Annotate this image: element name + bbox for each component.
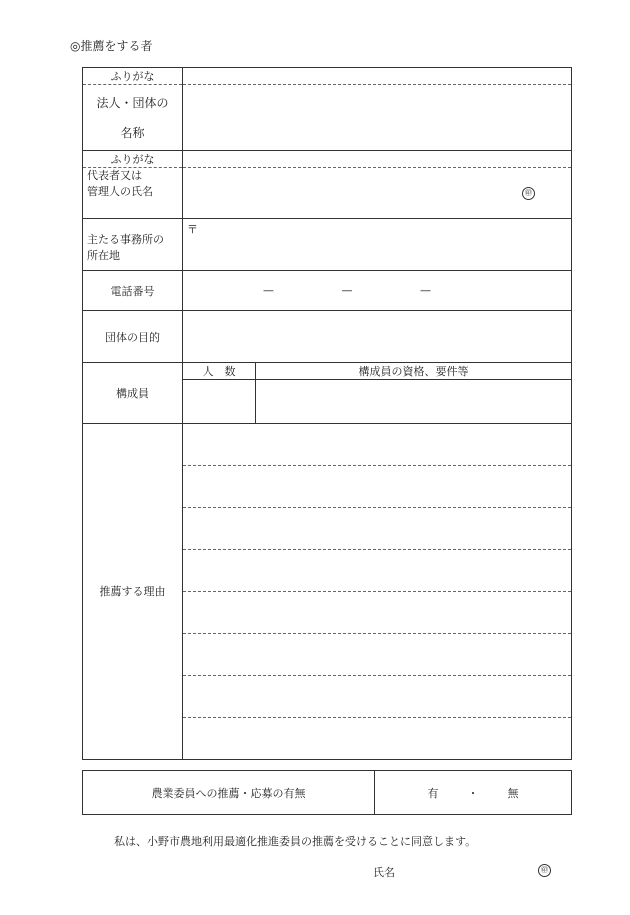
members-qual-field[interactable]	[256, 380, 572, 423]
signature-seal-mark: ㊞	[538, 864, 551, 877]
reason-line[interactable]	[183, 550, 571, 592]
org-name-label-line2: 名称	[120, 125, 145, 140]
seal-mark: ㊞	[522, 187, 535, 200]
consent-statement: 私は、小野市農地利用最適化推進委員の推薦を受けることに同意します。	[114, 835, 477, 848]
members-count-header: 人 数	[183, 363, 256, 380]
choice-yes[interactable]: 有	[427, 786, 439, 800]
recommend-status-choice[interactable]	[375, 771, 572, 815]
rep-furigana-field[interactable]	[183, 151, 572, 168]
reason-line[interactable]	[183, 634, 571, 676]
phone-separator-2: —	[341, 284, 353, 297]
reason-line[interactable]	[183, 718, 571, 759]
reason-line[interactable]	[183, 466, 571, 508]
section-heading: ◎推薦をする者	[70, 39, 153, 53]
office-address-label	[83, 219, 183, 271]
signature-name-label: 氏名	[373, 866, 395, 879]
furigana-label: ふりがな	[83, 68, 183, 85]
phone-separator-3: —	[420, 284, 431, 297]
office-address-field[interactable]	[183, 219, 572, 271]
rep-name-label-line1: 代表者又は	[87, 169, 142, 182]
purpose-label: 団体の目的	[83, 311, 183, 363]
org-name-label	[83, 85, 183, 151]
choice-no[interactable]: 無	[507, 786, 519, 800]
org-name-label-line1: 法人・団体の	[96, 95, 169, 110]
office-label-line1: 主たる事務所の	[87, 232, 164, 246]
reason-field[interactable]	[183, 423, 572, 759]
recommend-status-label: 農業委員への推薦・応募の有無	[83, 771, 375, 815]
org-name-field[interactable]	[183, 85, 572, 151]
org-furigana-field[interactable]	[183, 68, 572, 85]
reason-line[interactable]	[183, 424, 571, 466]
postal-mark: 〒	[187, 223, 198, 236]
phone-label: 電話番号	[83, 271, 183, 311]
rep-name-label	[83, 168, 183, 219]
recommend-status-table	[82, 770, 572, 815]
rep-name-label-line2: 管理人の氏名	[87, 185, 153, 198]
reason-label: 推薦する理由	[83, 423, 183, 759]
rep-name-field[interactable]	[183, 168, 572, 219]
members-inner-table	[183, 363, 571, 423]
purpose-field[interactable]	[183, 311, 572, 363]
recommender-form-table	[82, 67, 572, 760]
members-label: 構成員	[83, 363, 183, 424]
reason-line[interactable]	[183, 592, 571, 634]
members-qual-header: 構成員の資格、要件等	[256, 363, 572, 380]
phone-separator-1: —	[263, 284, 274, 297]
phone-field[interactable]	[183, 271, 572, 311]
choice-separator: ・	[467, 786, 479, 800]
furigana-label-2: ふりがな	[83, 151, 183, 168]
reason-line[interactable]	[183, 676, 571, 718]
reason-line[interactable]	[183, 508, 571, 550]
members-cell	[183, 363, 572, 424]
office-label-line2: 所在地	[87, 248, 120, 262]
members-count-field[interactable]	[183, 380, 256, 423]
